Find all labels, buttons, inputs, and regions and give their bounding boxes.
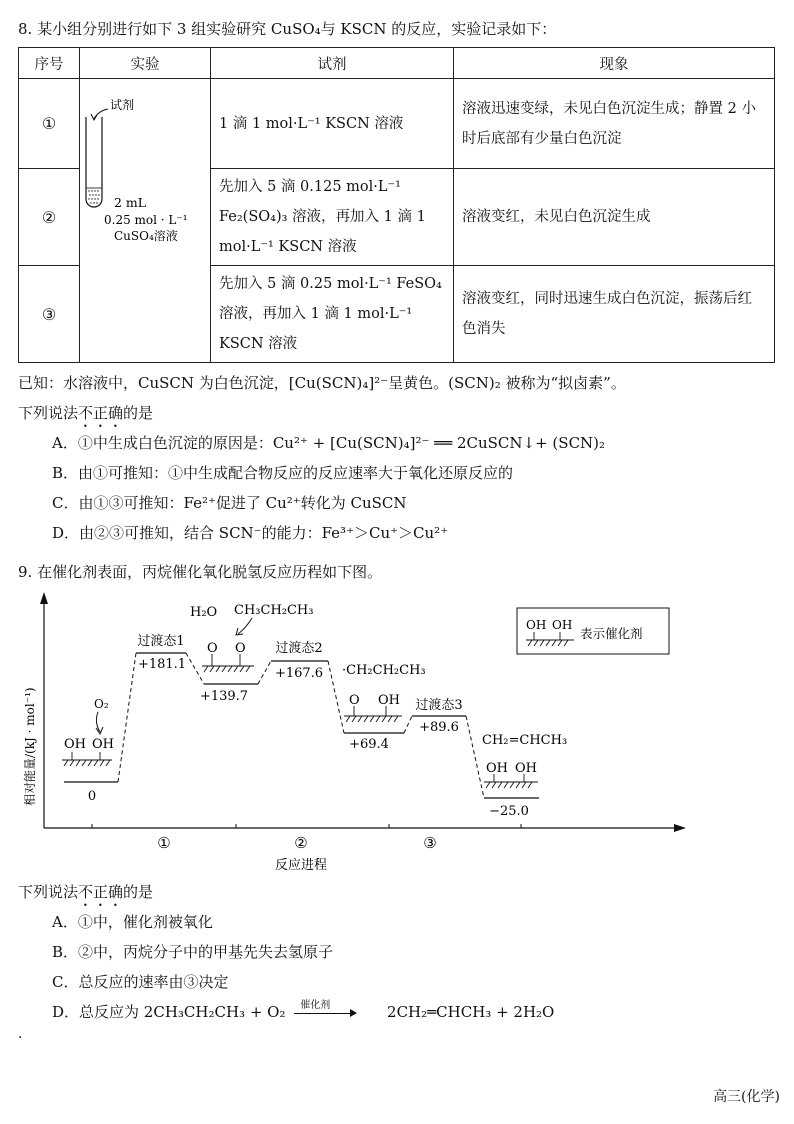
question-9-prompt bbox=[18, 881, 153, 910]
known-info: 已知：水溶液中，CuSCN 为白色沉淀，[Cu(SCN)₄]²⁻呈黄色。(SCN)₂ 被称为“拟卤素”。 bbox=[18, 374, 626, 392]
catalyst-surface-icon bbox=[202, 654, 254, 672]
catalyst-surface-icon bbox=[484, 774, 538, 788]
option-d-products: 2CH₂═CHCH₃ + 2H₂O bbox=[387, 1003, 555, 1021]
legend-oh: OH bbox=[526, 618, 547, 632]
reagent-cell: 先加入 5 滴 0.125 mol·L⁻¹ Fe₂(SO₄)₃ 溶液，再加入 1 滴 1 mol·L⁻¹ KSCN 溶液 bbox=[211, 169, 454, 266]
value-label: +89.6 bbox=[419, 720, 459, 735]
table-header-row bbox=[19, 48, 775, 79]
o-label: O bbox=[349, 693, 360, 708]
stage-label: ① bbox=[157, 834, 171, 852]
oh-label: OH bbox=[92, 737, 114, 752]
y-axis-arrow bbox=[40, 592, 48, 604]
radical-label: ·CH₂CH₂CH₃ bbox=[342, 663, 426, 678]
ts-label: 过渡态2 bbox=[275, 641, 323, 656]
ts-label: 过渡态1 bbox=[137, 634, 185, 649]
x-axis-arrow bbox=[674, 824, 686, 832]
option-d bbox=[52, 1001, 554, 1022]
prompt-suffix: 的是 bbox=[123, 404, 154, 422]
x-axis-label: 反应进程 bbox=[274, 858, 328, 873]
test-tube-icon bbox=[86, 117, 102, 207]
reagent-cell: 先加入 5 滴 0.25 mol·L⁻¹ FeSO₄ 溶液，再加入 1 滴 1 mol·L⁻¹ KSCN 溶液 bbox=[211, 266, 454, 363]
legend-oh: OH bbox=[552, 618, 573, 632]
option-d: D．由②③可推知，结合 SCN⁻的能力：Fe³⁺＞Cu⁺＞Cu²⁺ bbox=[52, 524, 449, 542]
option-b: B．由①可推知：①中生成配合物反应的反应速率大于氧化还原反应的 bbox=[52, 464, 514, 482]
question-8-prompt bbox=[18, 402, 153, 431]
col-header-reagent: 试剂 bbox=[211, 48, 454, 79]
tube-label-solution: CuSO₄溶液 bbox=[114, 228, 178, 243]
stage-label: ③ bbox=[423, 834, 437, 852]
oh-label: OH bbox=[64, 737, 86, 752]
o-label: O bbox=[207, 641, 218, 656]
oh-label: OH bbox=[515, 761, 537, 776]
value-label: 0 bbox=[87, 789, 97, 804]
value-label: +139.7 bbox=[199, 689, 249, 704]
catalyst-legend-icon bbox=[526, 632, 574, 646]
prompt-emphasis: 不正确 bbox=[78, 404, 124, 422]
option-c: C．由①③可推知：Fe²⁺促进了 Cu²⁺转化为 CuSCN bbox=[52, 494, 407, 512]
catalyst-surface-icon bbox=[344, 706, 402, 722]
arrow-head-icon bbox=[350, 1009, 357, 1017]
observation-cell: 溶液变红，同时迅速生成白色沉淀，振荡后红色消失 bbox=[454, 266, 775, 363]
propane-label: CH₃CH₂CH₃ bbox=[234, 603, 314, 618]
propene-label: CH₂=CHCH₃ bbox=[482, 733, 568, 748]
observation-cell: 溶液变红，未见白色沉淀生成 bbox=[454, 169, 775, 266]
value-label: −25.0 bbox=[489, 804, 529, 819]
row-number: ② bbox=[19, 169, 80, 266]
row-number: ① bbox=[19, 79, 80, 169]
stray-dot: · bbox=[18, 1030, 23, 1046]
col-header-experiment: 实验 bbox=[80, 48, 211, 79]
value-label: +181.1 bbox=[137, 657, 187, 672]
test-tube-cell bbox=[80, 79, 211, 363]
o2-label: O₂ bbox=[94, 697, 109, 711]
legend-text: 表示催化剂 bbox=[580, 626, 643, 641]
experiment-table bbox=[18, 47, 775, 363]
reagent-cell: 1 滴 1 mol·L⁻¹ KSCN 溶液 bbox=[211, 79, 454, 169]
option-c: C．总反应的速率由③决定 bbox=[52, 973, 229, 991]
option-a: A．①中，催化剂被氧化 bbox=[52, 913, 213, 931]
observation-cell: 溶液迅速变绿，未见白色沉淀生成；静置 2 小时后底部有少量白色沉淀 bbox=[454, 79, 775, 169]
ts-label: 过渡态3 bbox=[415, 698, 463, 713]
prompt-emphasis: 不正确 bbox=[78, 883, 124, 901]
row-number: ③ bbox=[19, 266, 80, 363]
catalyst-surface-icon bbox=[62, 752, 112, 766]
value-label: +69.4 bbox=[349, 737, 389, 752]
table-row bbox=[19, 79, 775, 169]
catalyst-condition: 催化剂 bbox=[300, 1000, 331, 1011]
tube-label-volume: 2 mL bbox=[114, 194, 147, 210]
page-footer: 高三(化学) bbox=[713, 1089, 780, 1105]
option-b: B．②中，丙烷分子中的甲基先失去氢原子 bbox=[52, 943, 334, 961]
value-label: +167.6 bbox=[274, 666, 324, 681]
prompt-suffix: 的是 bbox=[123, 883, 154, 901]
reaction-arrow bbox=[294, 1000, 358, 1022]
col-header-observation: 现象 bbox=[454, 48, 775, 79]
h2o-label: H₂O bbox=[190, 605, 218, 620]
option-d-reactants: D．总反应为 2CH₃CH₂CH₃ + O₂ bbox=[52, 1003, 286, 1021]
col-header-number: 序号 bbox=[19, 48, 80, 79]
tube-label-reagent: 试剂 bbox=[110, 97, 135, 112]
stage-label: ② bbox=[294, 834, 308, 852]
oh-label: OH bbox=[486, 761, 508, 776]
prompt-prefix: 下列说法 bbox=[18, 404, 79, 422]
y-axis-label: 相对能量/(kJ · mol⁻¹) bbox=[23, 687, 37, 806]
option-a: A．①中生成白色沉淀的原因是：Cu²⁺ + [Cu(SCN)₄]²⁻ ══ 2CuSCN↓+ (SCN)₂ bbox=[52, 434, 606, 452]
energy-diagram bbox=[14, 588, 694, 878]
question-8-title: 8. 某小组分别进行如下 3 组实验研究 CuSO₄与 KSCN 的反应，实验记录如下： bbox=[18, 20, 557, 38]
oh-label: OH bbox=[378, 693, 400, 708]
test-tube-diagram bbox=[80, 87, 210, 355]
question-9-title: 9. 在催化剂表面，丙烷催化氧化脱氢反应历程如下图。 bbox=[18, 563, 383, 581]
o-label: O bbox=[235, 641, 246, 656]
prompt-prefix: 下列说法 bbox=[18, 883, 79, 901]
tube-label-concentration: 0.25 mol · L⁻¹ bbox=[104, 212, 188, 227]
